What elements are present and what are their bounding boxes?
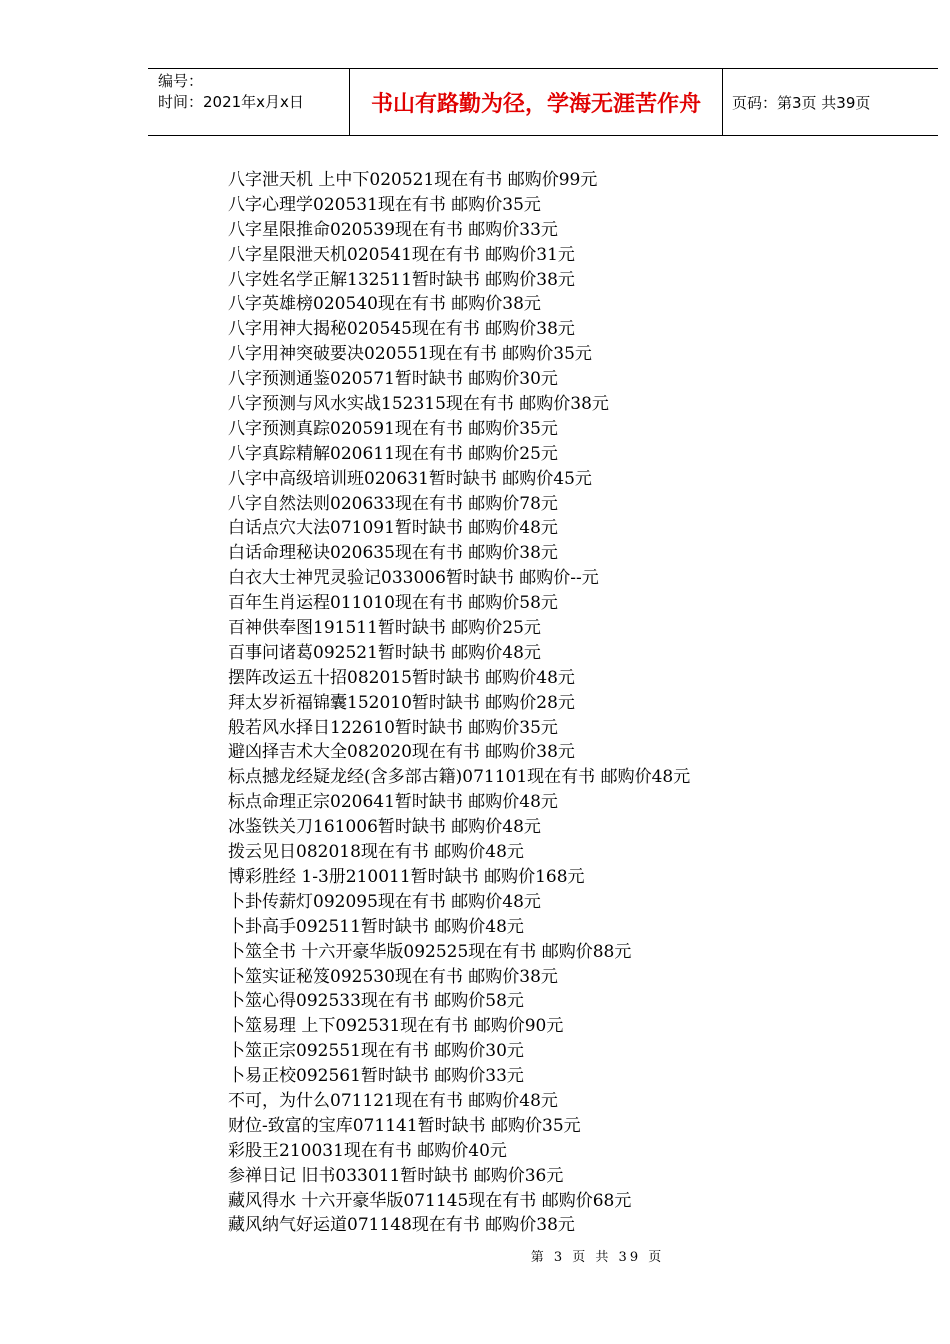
page-header (148, 68, 938, 136)
header-page-info: 页码：第3页 共39页 (732, 93, 871, 112)
book-list-item: 白话命理秘诀020635现在有书 邮购价38元 (228, 543, 558, 564)
header-number-label: 编号： (158, 72, 204, 90)
book-list-item: 八字星限泄天机020541现在有书 邮购价31元 (228, 244, 575, 265)
book-list-item: 卜卦传薪灯092095现在有书 邮购价48元 (228, 891, 541, 912)
book-list-item: 卜筮心得092533现在有书 邮购价58元 (228, 991, 524, 1012)
book-list-item: 八字预测通鉴020571暂时缺书 邮购价30元 (228, 369, 558, 390)
book-list-item: 般若风水择日122610暂时缺书 邮购价35元 (228, 717, 558, 738)
book-list-item: 八字预测与风水实战152315现在有书 邮购价38元 (228, 394, 609, 415)
book-list-item: 百事问诸葛092521暂时缺书 邮购价48元 (228, 642, 541, 663)
book-list-item: 卜筮易理 上下092531现在有书 邮购价90元 (228, 1016, 564, 1037)
header-meta (148, 69, 349, 135)
book-list-item: 白话点穴大法071091暂时缺书 邮购价48元 (228, 518, 558, 539)
book-list-item: 拨云见日082018现在有书 邮购价48元 (228, 842, 524, 863)
book-list-item: 八字自然法则020633现在有书 邮购价78元 (228, 493, 558, 514)
book-list-item: 八字星限推命020539现在有书 邮购价33元 (228, 219, 558, 240)
book-list-item: 标点撼龙经疑龙经(含多部古籍)071101现在有书 邮购价48元 (228, 767, 691, 788)
book-list-item: 财位-致富的宝库071141暂时缺书 邮购价35元 (228, 1115, 581, 1136)
book-list-item: 参禅日记 旧书033011暂时缺书 邮购价36元 (228, 1165, 564, 1186)
book-list-item: 八字心理学020531现在有书 邮购价35元 (228, 194, 541, 215)
book-list-item: 白衣大士神咒灵验记033006暂时缺书 邮购价--元 (228, 568, 599, 589)
book-list-item: 百年生肖运程011010现在有书 邮购价58元 (228, 593, 558, 614)
book-list-item: 卜筮全书 十六开豪华版092525现在有书 邮购价88元 (228, 941, 632, 962)
book-list-item: 避凶择吉术大全082020现在有书 邮购价38元 (228, 742, 575, 763)
book-list-item: 卜易正校092561暂时缺书 邮购价33元 (228, 1066, 524, 1087)
book-list-item: 百神供奉图191511暂时缺书 邮购价25元 (228, 618, 541, 639)
footer-page-number: 第 3 页 共 39 页 (530, 1250, 665, 1265)
header-time-label: 时间：2021年x月x日 (158, 93, 304, 111)
book-list-item: 拜太岁祈福锦囊152010暂时缺书 邮购价28元 (228, 692, 575, 713)
book-list-item: 冰鉴铁关刀161006暂时缺书 邮购价48元 (228, 817, 541, 838)
book-list-item: 八字预测真踪020591现在有书 邮购价35元 (228, 418, 558, 439)
book-list-item: 八字用神大揭秘020545现在有书 邮购价38元 (228, 319, 575, 340)
book-list-item: 藏风纳气好运道071148现在有书 邮购价38元 (228, 1215, 575, 1236)
book-list-item: 藏风得水 十六开豪华版071145现在有书 邮购价68元 (228, 1190, 632, 1211)
book-list-item: 摆阵改运五十招082015暂时缺书 邮购价48元 (228, 667, 575, 688)
book-list-item: 卜筮实证秘笈092530现在有书 邮购价38元 (228, 966, 558, 987)
header-motto: 书山有路勤为径，学海无涯苦作舟 (349, 69, 723, 135)
book-list-item: 标点命理正宗020641暂时缺书 邮购价48元 (228, 792, 558, 813)
book-list-item: 不可，为什么071121现在有书 邮购价48元 (228, 1090, 558, 1111)
book-list-item: 八字泄天机 上中下020521现在有书 邮购价99元 (228, 170, 598, 190)
book-list (228, 168, 690, 1238)
book-list-item: 八字用神突破要决020551现在有书 邮购价35元 (228, 344, 592, 365)
book-list-item: 八字姓名学正解132511暂时缺书 邮购价38元 (228, 269, 575, 290)
book-list-item: 八字真踪精解020611现在有书 邮购价25元 (228, 443, 558, 464)
book-list-item: 卜卦高手092511暂时缺书 邮购价48元 (228, 916, 524, 937)
book-list-item: 八字英雄榜020540现在有书 邮购价38元 (228, 294, 541, 315)
book-list-item: 彩股王210031现在有书 邮购价40元 (228, 1140, 507, 1161)
book-list-item: 八字中高级培训班020631暂时缺书 邮购价45元 (228, 468, 592, 489)
page-footer (0, 1246, 950, 1265)
book-list-item: 卜筮正宗092551现在有书 邮购价30元 (228, 1041, 524, 1062)
book-list-item: 博彩胜经 1-3册210011暂时缺书 邮购价168元 (228, 866, 585, 887)
